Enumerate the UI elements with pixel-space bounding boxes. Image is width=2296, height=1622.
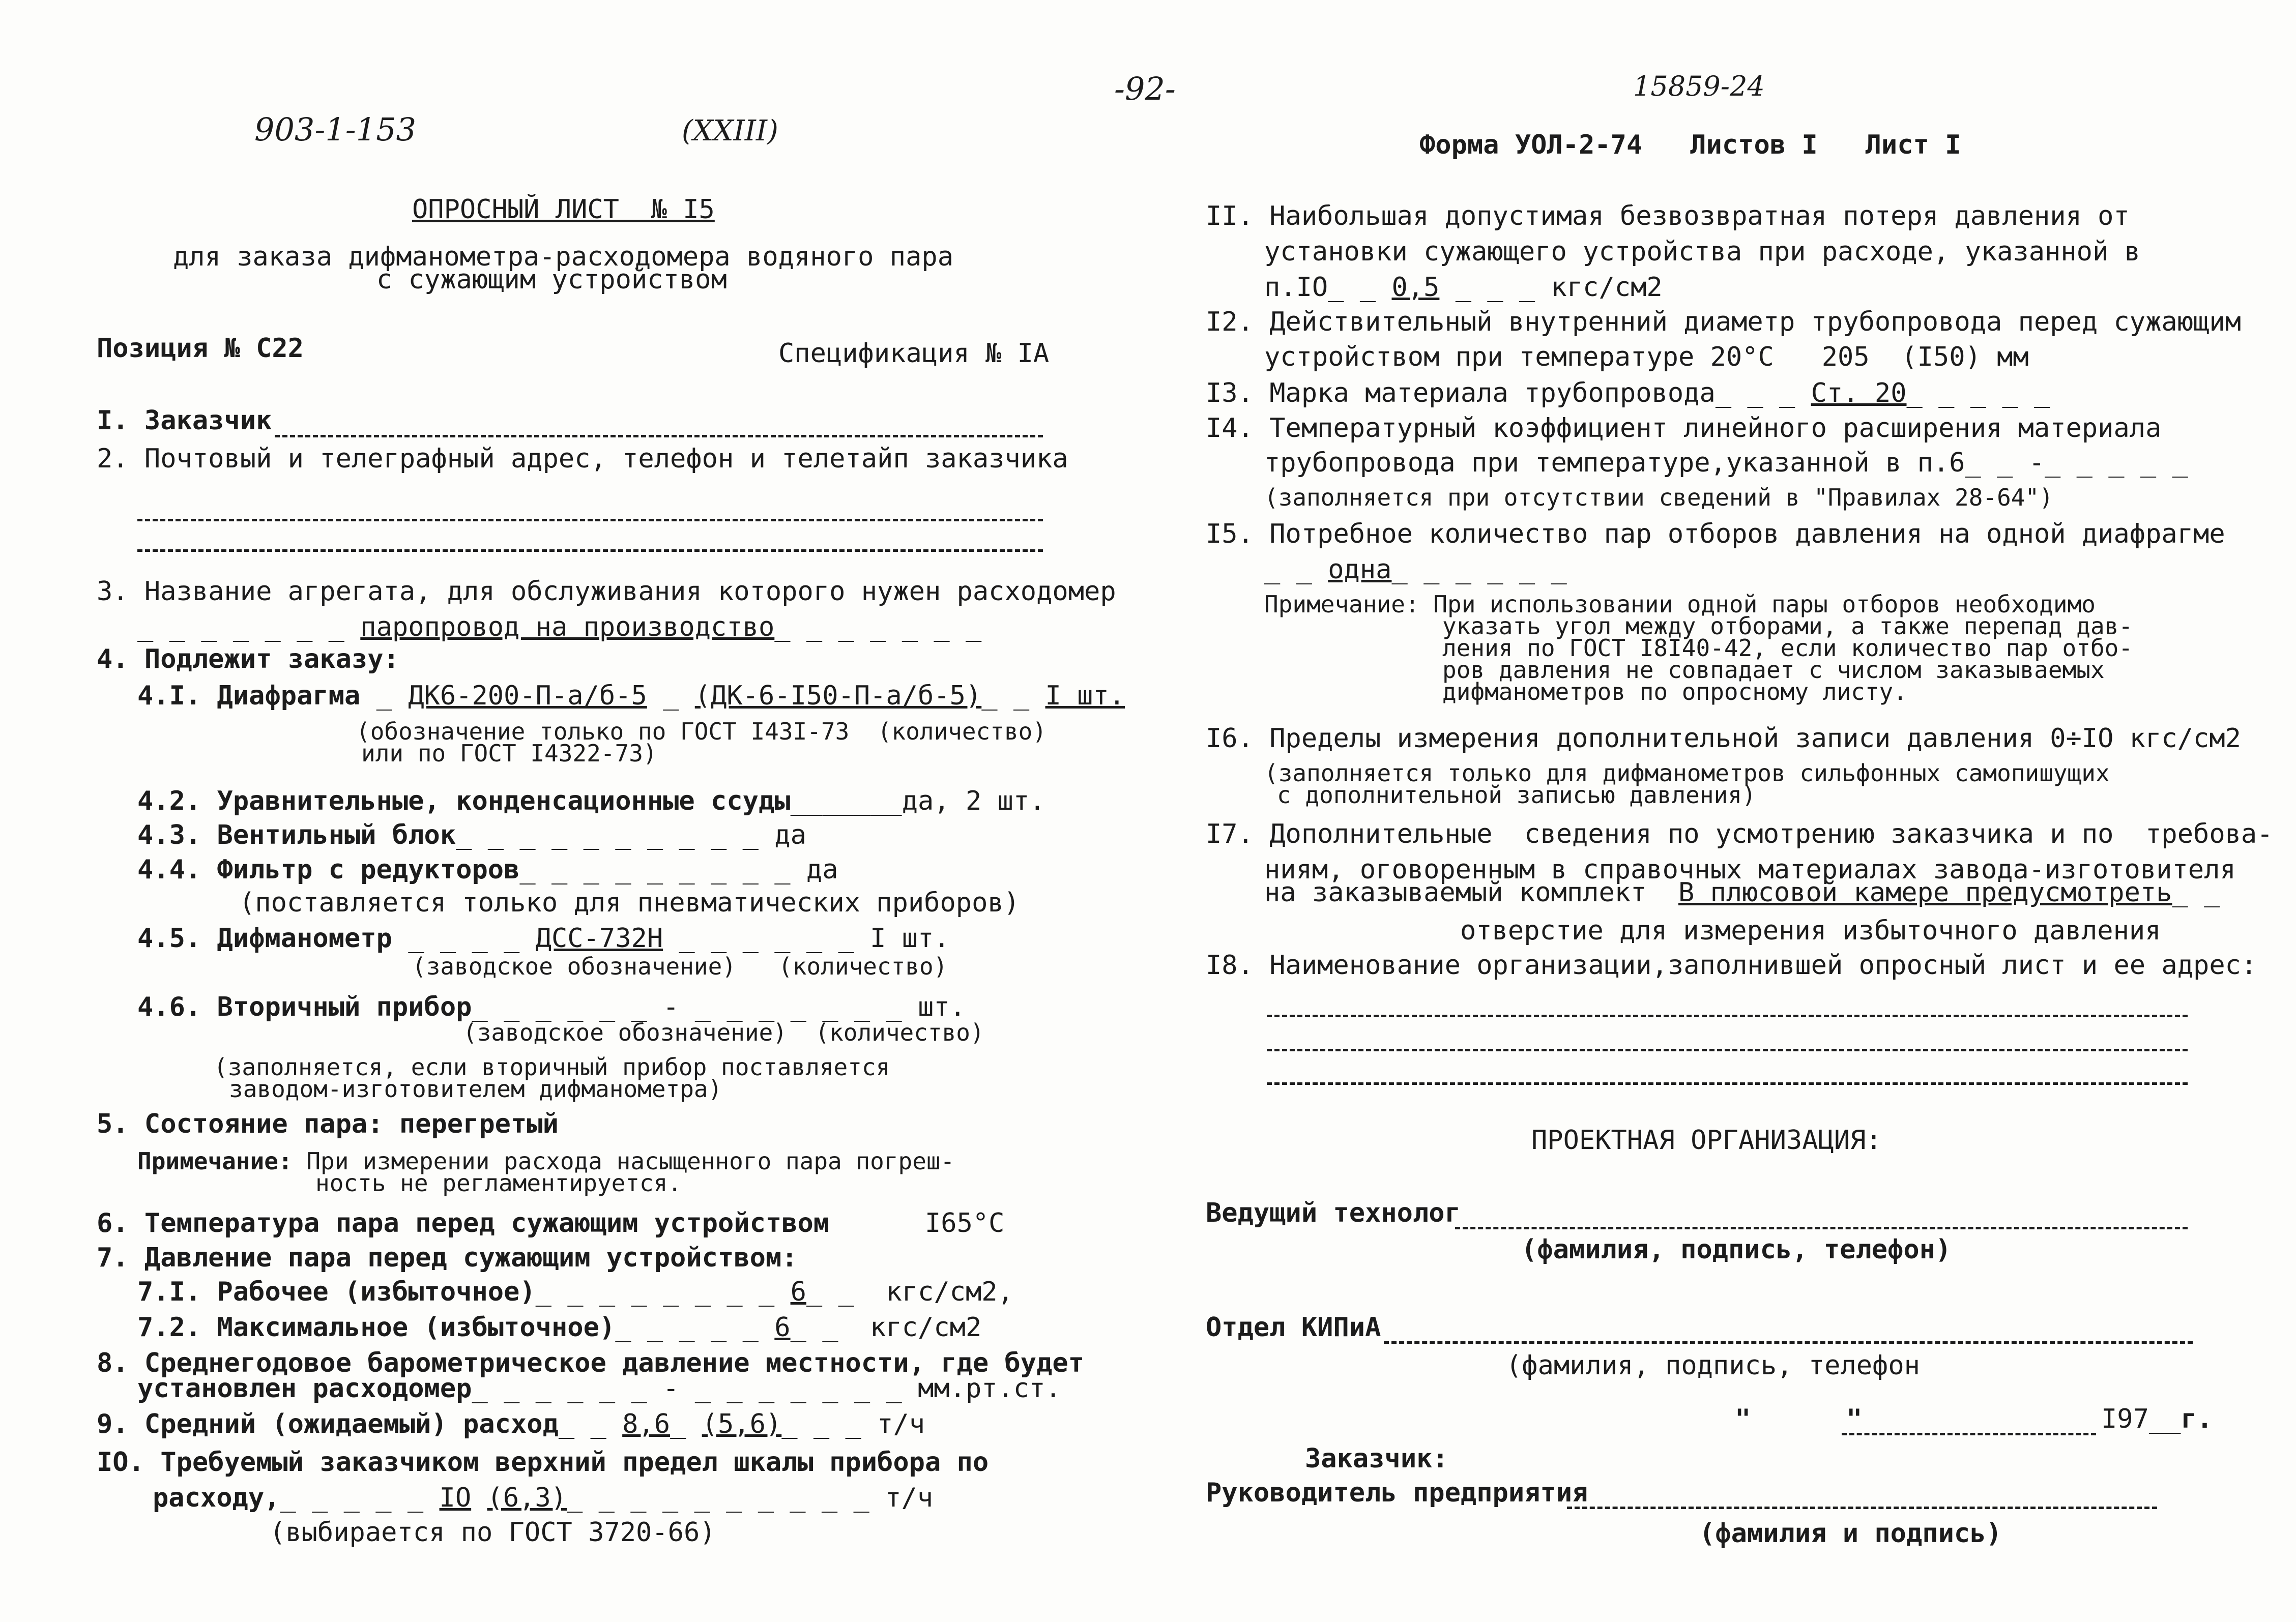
doc-code: 903-1-153 [254, 111, 417, 148]
item-4-4-note: (поставляется только для пневматических приборов) [239, 888, 1020, 918]
item-4-6-note-2a: (заполняется, если вторичный прибор поставляется [214, 1053, 890, 1081]
item-4-6-value: - [663, 992, 679, 1022]
item-8-barometric: 8. Среднегодовое барометрическое давление местности, где будет [97, 1348, 1085, 1378]
item-6-value: I65°C [924, 1208, 1005, 1238]
item-8-unit: мм.рт.ст. [918, 1373, 1061, 1404]
item-1-customer: I. Заказчик [97, 405, 272, 436]
item-4-4-value: да [806, 854, 838, 885]
item-4-1-note-1: (обозначение только по ГОСТ I43I-73 (количество) [356, 718, 1047, 745]
item-15-row: _ _ одна_ _ _ _ _ _ [1264, 554, 1567, 585]
date-day: " " [1735, 1404, 1863, 1434]
page-number: -92- [1114, 70, 1176, 107]
date-month-line [1842, 1433, 2096, 1435]
item-17-label: на заказываемый комплект [1264, 877, 1647, 908]
item-9-value-alt: (5,6) [702, 1409, 782, 1439]
item-7-1-row: 7.I. Рабочее (избыточное)_ _ _ _ _ _ _ _ 6_ _ кгс/см2, [137, 1277, 1013, 1307]
item-4-6-label: 4.6. Вторичный прибор [137, 992, 472, 1022]
signature-line [1455, 1227, 2188, 1229]
date-year: I97 [2101, 1404, 2149, 1434]
section-number: (XXIII) [682, 114, 778, 148]
item-12-diameter: I2. Действительный внутренний диаметр трубопровода перед сужающим [1206, 307, 2241, 337]
item-8-value: - [663, 1373, 679, 1404]
item-4-2-row: 4.2. Уравнительные, конденсационные ссуды_______да, 2 шт. [137, 786, 1045, 816]
item-4-4-row: 4.4. Фильтр с редукторов_ _ _ _ _ _ _ _ _ да [137, 854, 838, 885]
item-17-value: В плюсовой камере предусмотреть [1678, 877, 2172, 908]
item-7-2-label: 7.2. Максимальное (избыточное) [137, 1312, 616, 1343]
item-7-1-label: 7.I. Рабочее (избыточное) [137, 1277, 536, 1307]
item-10-unit: т/ч [885, 1483, 934, 1513]
item-7-2-unit: кгс/см2 [870, 1312, 982, 1343]
item-14-row: трубопровода при температуре,указанной в п.6_ _ -_ _ _ _ _ [1264, 448, 2188, 478]
item-4-4-label: 4.4. Фильтр с редукторов [137, 854, 520, 885]
item-7-2-row: 7.2. Максимальное (избыточное)_ _ _ _ _ 6_ _ кгс/см2 [137, 1312, 982, 1343]
item-17-row: на заказываемый комплект В плюсовой камере предусмотреть_ _ [1264, 877, 2220, 908]
item-12-row [1264, 342, 2029, 372]
item-11-line-2: установки сужающего устройства при расходе, указанной в [1264, 237, 2140, 267]
item-11-pressure-loss: II. Наибольшая допустимая безвозвратная потеря давления от [1206, 201, 2130, 231]
item-5-note-1: При измерении расхода насыщенного пара погреш- [306, 1147, 955, 1175]
kipia-note: (фамилия, подпись, телефон [1506, 1350, 1920, 1381]
kipia-department: Отдел КИПиА [1206, 1312, 1381, 1343]
item-10-scale-limit: IO. Требуемый заказчиком верхний предел шкалы прибора по [97, 1447, 989, 1478]
item-9-unit: т/ч [877, 1409, 925, 1439]
item-11-value: 0,5 [1391, 272, 1440, 303]
specification-number: Спецификация № IA [778, 338, 1050, 369]
item-15-value: одна [1328, 554, 1392, 585]
item-15-note-label: Примечание: [1264, 591, 1419, 618]
item-4-5-row: 4.5. Дифманометр _ _ _ _ ДСС-732Н _ _ _ _ _ _ I шт. [137, 923, 950, 954]
customer-label: Заказчик: [1305, 1443, 1448, 1474]
blank-line [1267, 1015, 2188, 1017]
item-17-additional: I7. Дополнительные сведения по усмотрению заказчика и по требова- [1206, 819, 2273, 849]
item-7-1-value: 6 [790, 1277, 806, 1307]
enterprise-director: Руководитель предприятия [1206, 1478, 1588, 1508]
item-8-label: установлен расходомер [137, 1373, 472, 1404]
blank-line [275, 435, 1043, 437]
inventory-number: 15859-24 [1633, 70, 1765, 102]
item-7-2-value: 6 [774, 1312, 791, 1343]
item-5-steam-state: 5. Состояние пара: перегретый [97, 1109, 559, 1139]
blank-line [1267, 1049, 2188, 1051]
item-4-to-order: 4. Подлежит заказу: [97, 644, 399, 674]
item-10-row: расходу,_ _ _ _ _ IO (6,3)_ _ _ _ _ _ _ _ _ _ т/ч [153, 1483, 934, 1513]
item-4-1-qty: I шт. [1045, 681, 1125, 711]
item-12-label: устройством при температуре 20°С [1264, 342, 1774, 372]
item-5-note-label: Примечание: [137, 1147, 293, 1175]
item-4-5-value: ДСС-732Н [535, 923, 663, 954]
item-10-value: IO [439, 1483, 472, 1513]
director-note: (фамилия и подпись) [1699, 1518, 2002, 1549]
item-6-row [97, 1208, 1005, 1238]
item-4-3-value: да [774, 820, 806, 850]
date-year-row: I97__г. [2101, 1404, 2213, 1434]
item-4-1-value: ДК6-200-П-а/б-5 [408, 681, 647, 711]
blank-line [137, 519, 1043, 521]
item-4-6-row: 4.6. Вторичный прибор_ _ _ _ _ _ - _ _ _ _ _ _ _ шт. [137, 992, 966, 1022]
item-12-value-alt: (I50) мм [1901, 342, 2029, 372]
item-4-5-qty: I шт. [870, 923, 950, 954]
item-14-value: - [2028, 448, 2045, 478]
subtitle-line-1: для заказа дифманометра-расходомера водяного пара [173, 242, 954, 272]
item-11-row: п.IO_ _ 0,5 _ _ _ кгс/см2 [1264, 272, 1663, 303]
item-4-1-row: 4.I. Диафрагма _ ДК6-200-П-а/б-5 _ (ДК-6-I50-П-а/б-5)_ _ I шт. [137, 681, 1125, 711]
questionnaire-title: ОПРОСНЫЙ ЛИСТ № I5 [412, 194, 715, 225]
item-17-line-2: ниям, оговоренным в справочных материалах завода-изготовителя [1264, 854, 2236, 885]
item-16-extra-record: I6. Пределы измерения дополнительной записи давления 0÷IO кгс/см2 [1206, 723, 2241, 754]
item-4-5-note: (заводское обозначение) (количество) [412, 953, 948, 980]
item-3-value: паропровод на производство [360, 612, 775, 642]
item-10-value-alt: (6,3) [487, 1483, 567, 1513]
section-number-text: XXIII [692, 114, 767, 148]
item-9-row: 9. Средний (ожидаемый) расход_ _ 8,6_ (5,6)_ _ _ т/ч [97, 1409, 925, 1439]
item-5-note-2: ность не регламентируется. [315, 1169, 682, 1197]
item-4-6-unit: шт. [918, 992, 966, 1022]
lead-technologist-note: (фамилия, подпись, телефон) [1521, 1234, 1952, 1265]
item-14-label: трубопровода при температуре,указанной в п.6 [1264, 448, 1965, 478]
blank-line [137, 549, 1043, 552]
item-3-unit-name: 3. Название агрегата, для обслуживания которого нужен расходомер [97, 576, 1116, 607]
item-8-row: установлен расходомер_ _ _ _ _ _ - _ _ _ _ _ _ _ мм.рт.ст. [137, 1373, 1061, 1404]
position-number: Позиция № С22 [97, 333, 304, 364]
signature-line [1384, 1341, 2193, 1344]
item-3-value-row: _ _ _ _ _ _ _ паропровод на производство_ _ _ _ _ _ _ [137, 612, 982, 642]
item-18-organization: I8. Наименование организации,заполнившей опросный лист и ее адрес: [1206, 950, 2257, 981]
item-12-value: 205 [1821, 342, 1870, 372]
item-13-label: I3. Марка материала трубопровода [1206, 378, 1716, 408]
item-15-note-1: При использовании одной пары отборов необходимо [1433, 591, 2096, 618]
item-13-row: I3. Марка материала трубопровода_ _ _ Ст. 20_ _ _ _ _ [1206, 378, 2050, 408]
item-7-1-unit: кгс/см2, [886, 1277, 1013, 1307]
item-16-note-2: с дополнительной записью давления) [1277, 781, 1756, 809]
item-15-note-5: дифманометров по опросному листу. [1442, 678, 1907, 705]
subtitle-line-2: с сужающим устройством [376, 264, 727, 295]
item-4-3-row: 4.3. Вентильный блок_ _ _ _ _ _ _ _ _ _ да [137, 820, 806, 850]
lead-technologist: Ведущий технолог [1206, 1198, 1461, 1228]
item-16-note-1: (заполняется только для дифманометров сильфонных самопишущих [1264, 759, 2110, 787]
item-17-value-2: отверстие для измерения избыточного давления [1460, 916, 2161, 946]
item-14-coefficient: I4. Температурный коэффициент линейного расширения материала [1206, 413, 2162, 444]
item-4-2-label: 4.2. Уравнительные, конденсационные ссуды [137, 786, 791, 816]
item-9-value: 8,6 [622, 1409, 671, 1439]
item-10-note: (выбирается по ГОСТ 3720-66) [270, 1517, 716, 1548]
item-15-note-2: указать угол между отборами, а также перепад дав- [1442, 612, 2133, 640]
form-header: Форма УОЛ-2-74 Листов I Лист I [1419, 130, 1961, 160]
item-11-unit: кгс/см2 [1551, 272, 1663, 303]
item-9-label: 9. Средний (ожидаемый) расход [97, 1409, 559, 1439]
item-4-2-value: да, 2 шт. [902, 786, 1045, 816]
item-4-6-note: (заводское обозначение) (количество) [463, 1019, 984, 1046]
item-4-1-label: 4.I. Диафрагма [137, 681, 361, 711]
item-15-taps: I5. Потребное количество пар отборов давления на одной диафрагме [1206, 519, 2225, 549]
item-15-note-3: ления по ГОСТ I8I40-42, если количество пар отбо- [1442, 634, 2133, 662]
item-2-address: 2. Почтовый и телеграфный адрес, телефон и телетайп заказчика [97, 444, 1068, 474]
item-4-3-label: 4.3. Вентильный блок [137, 820, 456, 850]
item-4-1-note-2: или по ГОСТ I4322-73) [361, 740, 657, 767]
item-4-6-note-2b: заводом-изготовителем дифманометра) [229, 1075, 722, 1103]
item-11-ref: п.IO [1264, 272, 1328, 303]
signature-line [1567, 1507, 2157, 1509]
item-6-label: 6. Температура пара перед сужающим устройством [97, 1208, 830, 1238]
item-4-5-label: 4.5. Дифманометр [137, 923, 392, 954]
blank-line [1267, 1082, 2188, 1085]
item-10-label: расходу, [153, 1483, 280, 1513]
design-org-title: ПРОЕКТНАЯ ОРГАНИЗАЦИЯ: [1531, 1125, 1882, 1156]
item-7-pressure: 7. Давление пара перед сужающим устройством: [97, 1243, 798, 1273]
item-14-note: (заполняется при отсутствии сведений в "Правилах 28-64") [1264, 484, 2053, 511]
item-15-note-4: ров давления не совпадает с числом заказываемых [1442, 656, 2105, 684]
item-13-value: Ст. 20 [1811, 378, 1907, 408]
date-year-suffix: г. [2181, 1404, 2213, 1434]
item-4-1-value-alt: (ДК-6-I50-П-а/б-5) [694, 681, 982, 711]
